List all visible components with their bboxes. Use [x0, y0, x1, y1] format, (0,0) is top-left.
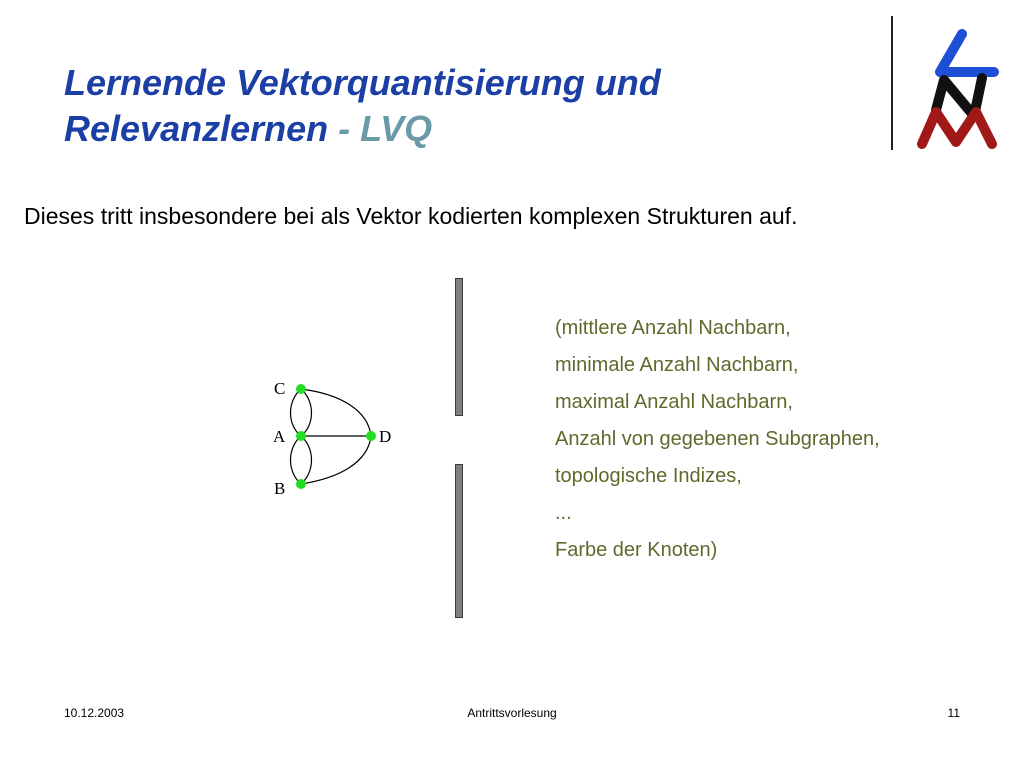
- node-a: [296, 431, 306, 441]
- footer-date: 10.12.2003: [64, 706, 125, 720]
- feature-item: Anzahl von gegebenen Subgraphen,: [555, 428, 880, 450]
- graph-diagram: [260, 370, 410, 505]
- node-label-a: A: [273, 427, 286, 446]
- node-b: [296, 479, 306, 489]
- feature-item: ...: [555, 502, 572, 524]
- feature-item: maximal Anzahl Nachbarn,: [555, 391, 793, 413]
- footer-title: Antrittsvorlesung: [467, 706, 557, 720]
- node-c: [296, 384, 306, 394]
- title-separator: -: [328, 108, 361, 149]
- logo-divider: [891, 16, 893, 150]
- divider-bar-bottom: [455, 464, 463, 618]
- feature-item: (mittlere Anzahl Nachbarn,: [555, 317, 791, 339]
- title-line-2: [64, 106, 844, 152]
- feature-item: topologische Indizes,: [555, 465, 742, 487]
- divider-bar-top: [455, 278, 463, 416]
- edge-c-a-right: [301, 389, 312, 436]
- node-label-b: B: [274, 479, 286, 498]
- node-label-c: C: [274, 379, 286, 398]
- edge-c-a-left: [291, 389, 302, 436]
- slide-title: [64, 60, 844, 152]
- feature-item: minimale Anzahl Nachbarn,: [555, 354, 799, 376]
- node-d: [366, 431, 376, 441]
- title-line-2-text: Relevanzlernen: [64, 108, 329, 149]
- feature-list: [555, 310, 1015, 569]
- intro-text: Dieses tritt insbesondere bei als Vektor kodierten komplexen Strukturen auf.: [24, 203, 798, 229]
- title-line-1: Lernende Vektorquantisierung und: [64, 62, 661, 103]
- feature-item: Farbe der Knoten): [555, 539, 718, 561]
- node-label-d: D: [379, 427, 392, 446]
- title-abbreviation: LVQ: [360, 108, 433, 149]
- lnm-logo-icon: [912, 28, 1002, 152]
- footer-page-number: 11: [947, 706, 960, 720]
- edge-a-b-left: [291, 436, 302, 484]
- edge-a-b-right: [301, 436, 312, 484]
